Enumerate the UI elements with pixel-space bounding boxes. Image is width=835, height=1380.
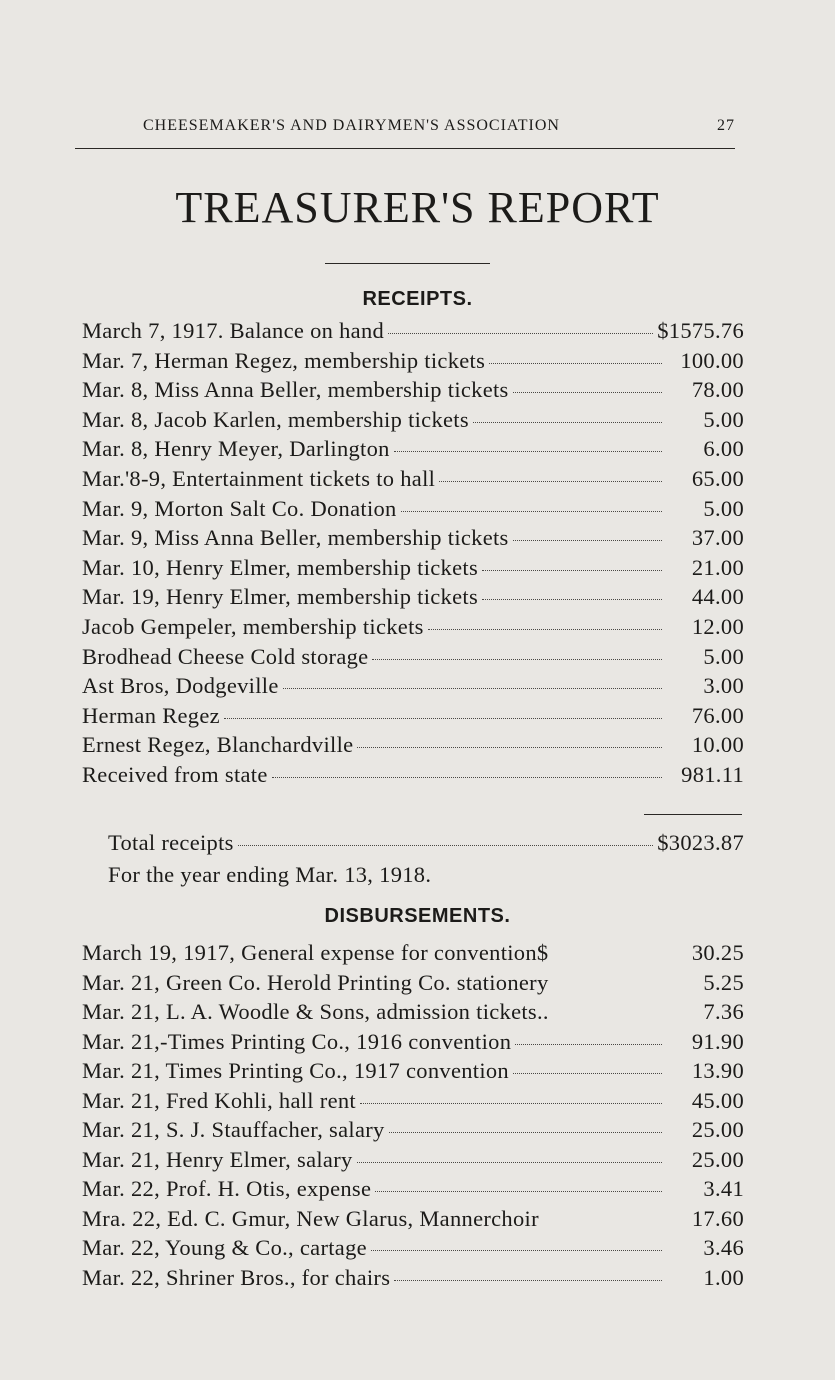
sum-rule [644, 814, 742, 815]
page-title: TREASURER'S REPORT [175, 183, 660, 232]
dot-leader [473, 422, 662, 423]
dot-leader [515, 1044, 662, 1045]
dot-leader [360, 1103, 662, 1104]
row-description: Brodhead Cheese Cold storage [82, 643, 369, 669]
row-amount: 45.00 [691, 1087, 744, 1113]
row-amount: 12.00 [691, 613, 744, 639]
total-receipts-row [108, 830, 744, 856]
ledger-row [82, 1176, 744, 1206]
ledger-row [82, 407, 744, 437]
dot-leader [482, 599, 662, 600]
row-description: Mar. 9, Morton Salt Co. Donation [82, 495, 397, 521]
ledger-row [82, 348, 744, 378]
row-description: Mar. 8, Jacob Karlen, membership tickets [82, 406, 469, 432]
row-amount: 5.00 [703, 495, 744, 521]
dot-leader [224, 718, 662, 719]
row-description: Mar. 9, Miss Anna Beller, membership tickets [82, 525, 509, 551]
ledger-row [82, 762, 744, 792]
row-amount: 7.36 [703, 999, 744, 1024]
row-amount: 30.25 [691, 940, 744, 965]
ledger-row [82, 584, 744, 614]
dot-leader [372, 659, 662, 660]
ledger-row [82, 732, 744, 762]
ledger-row [82, 466, 744, 496]
dot-leader [513, 1073, 662, 1074]
dot-leader [394, 1280, 662, 1281]
row-description: Mar. 10, Henry Elmer, membership tickets [82, 554, 479, 580]
row-description: Mar. 21,-Times Printing Co., 1916 convention [82, 1028, 512, 1054]
row-amount: 44.00 [691, 584, 744, 610]
disbursements-heading: DISBURSEMENTS. [324, 905, 511, 927]
row-amount: 76.00 [691, 702, 744, 728]
row-amount: 13.90 [691, 1058, 744, 1083]
ledger-row [82, 1029, 744, 1059]
row-description: March 7, 1917. Balance on hand [82, 318, 385, 343]
dot-leader [357, 747, 662, 748]
row-amount: 10.00 [691, 732, 744, 758]
row-amount: 3.46 [703, 1235, 744, 1260]
row-amount: 65.00 [691, 465, 744, 491]
row-amount: 981.11 [681, 761, 744, 787]
row-description: Mar. 8, Miss Anna Beller, membership tickets [82, 377, 509, 403]
ledger-row [82, 1265, 744, 1295]
row-description: Mar. 22, Shriner Bros., for chairs [82, 1264, 391, 1290]
dot-leader [401, 511, 662, 512]
row-amount: 25.00 [691, 1146, 744, 1172]
ledger-row [82, 1206, 744, 1236]
row-description: Mar. 22, Young & Co., cartage [82, 1235, 367, 1260]
ledger-row [82, 970, 744, 1000]
row-description: Herman Regez [82, 702, 220, 728]
row-description: Mar. 21, Times Printing Co., 1917 convention [82, 1058, 509, 1083]
dot-leader [428, 629, 662, 630]
header-rule [75, 148, 735, 149]
row-description: Mar. 21, L. A. Woodle & Sons, admission tickets.. [82, 999, 549, 1024]
total-label: Total receipts [108, 830, 234, 855]
ledger-row [82, 1088, 744, 1118]
row-description: Received from state [82, 761, 268, 787]
dot-leader [283, 688, 662, 689]
row-description: Mar. 21, Fred Kohli, hall rent [82, 1087, 356, 1113]
row-description: Mar. 8, Henry Meyer, Darlington [82, 436, 390, 462]
row-description: Mra. 22, Ed. C. Gmur, New Glarus, Mannerchoir [82, 1205, 539, 1231]
dot-leader [439, 481, 662, 482]
running-header [75, 115, 735, 139]
receipts-heading: RECEIPTS. [362, 288, 473, 310]
ledger-row [82, 1235, 744, 1265]
ledger-row [82, 673, 744, 703]
ledger-row [82, 1117, 744, 1147]
row-amount: 21.00 [691, 554, 744, 580]
ledger-row [82, 614, 744, 644]
row-amount: 17.60 [691, 1205, 744, 1231]
dot-leader [375, 1191, 662, 1192]
period-note: For the year ending Mar. 13, 1918. [108, 862, 432, 887]
row-amount: 5.00 [703, 406, 744, 432]
dot-leader [482, 570, 662, 571]
ledger-row [82, 940, 744, 970]
row-amount: 25.00 [691, 1117, 744, 1142]
ledger-row [82, 555, 744, 585]
ledger-row [82, 318, 744, 348]
ledger-row [82, 644, 744, 674]
row-amount: 1.00 [703, 1264, 744, 1290]
ledger-row [82, 1147, 744, 1177]
dot-leader [389, 1132, 662, 1133]
row-amount: 5.00 [703, 643, 744, 669]
ledger-row [82, 1058, 744, 1088]
ledger-row [82, 999, 744, 1029]
row-amount: 3.00 [703, 673, 744, 699]
ledger-row [82, 496, 744, 526]
disbursements-ledger [82, 940, 744, 1294]
row-description: Mar. 21, Green Co. Herold Printing Co. stationery [82, 969, 549, 995]
receipts-ledger [82, 318, 744, 792]
row-amount: 5.25 [703, 969, 744, 995]
page-number: 27 [717, 117, 735, 134]
row-amount: 37.00 [691, 525, 744, 551]
row-amount: 3.41 [703, 1176, 744, 1201]
row-description: Ast Bros, Dodgeville [82, 673, 279, 699]
row-description: Mar.'8-9, Entertainment tickets to hall [82, 465, 436, 491]
ledger-row [82, 703, 744, 733]
ledger-row [82, 377, 744, 407]
dot-leader [357, 1162, 662, 1163]
row-description: Mar. 22, Prof. H. Otis, expense [82, 1176, 372, 1201]
row-description: March 19, 1917, General expense for convention$ [82, 940, 549, 965]
dot-leader [238, 845, 654, 846]
dot-leader [272, 777, 662, 778]
row-amount: $1575.76 [657, 318, 744, 343]
dot-leader [388, 333, 653, 334]
dot-leader [489, 363, 662, 364]
total-amount: $3023.87 [657, 830, 744, 855]
row-description: Mar. 19, Henry Elmer, membership tickets [82, 584, 479, 610]
dot-leader [513, 540, 662, 541]
row-amount: 91.90 [691, 1028, 744, 1054]
row-description: Jacob Gempeler, membership tickets [82, 613, 424, 639]
dot-leader [394, 451, 662, 452]
row-description: Mar. 21, S. J. Stauffacher, salary [82, 1117, 385, 1142]
row-amount: 6.00 [703, 436, 744, 462]
row-amount: 100.00 [680, 347, 744, 373]
row-description: Ernest Regez, Blanchardville [82, 732, 354, 758]
row-amount: 78.00 [691, 377, 744, 403]
ledger-row [82, 525, 744, 555]
row-description: Mar. 7, Herman Regez, membership tickets [82, 347, 486, 373]
row-description: Mar. 21, Henry Elmer, salary [82, 1146, 353, 1172]
title-rule [325, 263, 490, 264]
header-title: CHEESEMAKER'S AND DAIRYMEN'S ASSOCIATION [143, 117, 560, 134]
dot-leader [513, 392, 662, 393]
ledger-row [82, 436, 744, 466]
dot-leader [371, 1250, 662, 1251]
